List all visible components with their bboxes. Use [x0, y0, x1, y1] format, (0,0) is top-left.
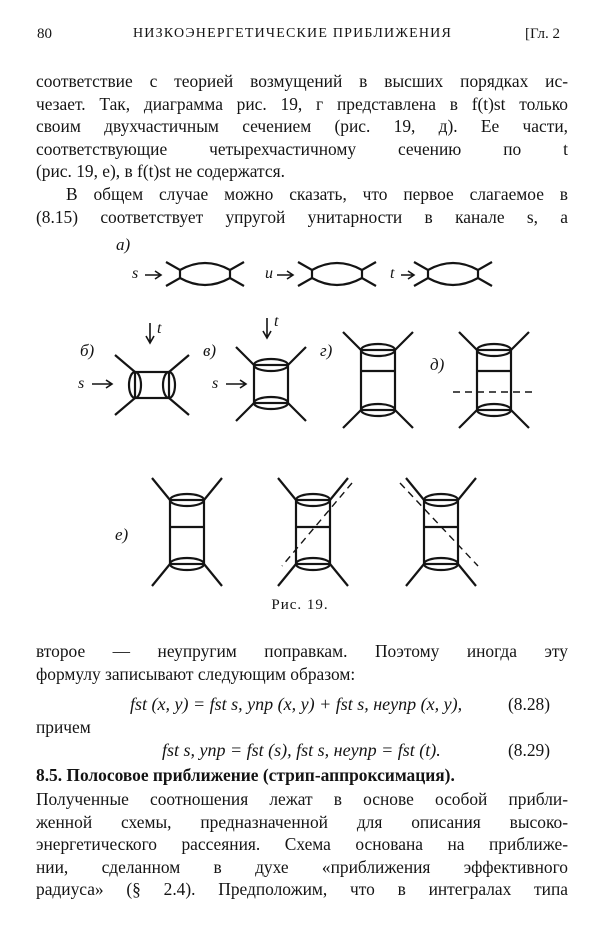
figure-caption: Рис. 19. [271, 597, 329, 613]
text-line: чезает. Так, диаграмма рис. 19, г представлена в f(t)st только [36, 93, 568, 114]
equation-number: (8.29) [508, 740, 551, 760]
label-a: а) [116, 235, 131, 254]
text-line: (рис. 19, е), в f(t)st не содержатся. [36, 161, 285, 181]
label-b: б) [80, 341, 95, 360]
equation-8-29: fst s, упр = fst (s), fst s, неупр = fst (t). [162, 740, 441, 760]
channel-s: s [132, 265, 139, 282]
channel-t: t [274, 313, 279, 330]
channel-t: t [157, 320, 162, 337]
paragraph-4 [36, 788, 568, 901]
chapter-label: [Гл. 2 [525, 26, 561, 42]
section-title: 8.5. Полосовое приближение (стрип-аппроксимация). [36, 765, 455, 785]
channel-u: u [265, 265, 273, 282]
text-line: второе — неупругим поправкам. Поэтому иногда эту [36, 641, 568, 661]
channel-s: s [78, 375, 85, 392]
text-line: своим двухчастичным сечением (рис. 19, д). Ее части, [36, 116, 568, 136]
figure-19 [0, 225, 600, 595]
text-line: Полученные соотношения лежат в основе особой прибли- [36, 789, 568, 809]
channel-s: s [212, 375, 219, 392]
text-line: В общем случае можно сказать, что первое слагаемое в [66, 184, 568, 204]
text-line: формулу записывают следующим образом: [36, 663, 356, 684]
label-e: е) [115, 525, 129, 544]
paragraph-3 [36, 640, 568, 685]
equation-8-28: fst (x, y) = fst s, упр (x, y) + fst s, неупр (x, y), [130, 694, 463, 714]
text-line: радиуса» (§ 2.4). Предположим, что в интегралах типа [36, 879, 568, 899]
text-line: энергетического рассеяния. Схема основана на приближе- [36, 834, 568, 854]
text-line: нии, сделанном в духе «приближения эффективного [36, 856, 568, 877]
label-d: д) [430, 355, 445, 374]
equation-number: (8.28) [508, 694, 551, 714]
paragraph-1 [36, 70, 568, 183]
channel-t: t [390, 265, 395, 282]
text-line: (8.15) соответствует упругой унитарности в канале s, а [36, 206, 568, 227]
text-line: женной схемы, предназначенной для описания высоко- [36, 811, 568, 832]
running-title: НИЗКОЭНЕРГЕТИЧЕСКИЕ ПРИБЛИЖЕНИЯ [133, 26, 452, 41]
text-line: соответствующие четырехчастичному сечению по t [36, 138, 568, 159]
label-v: в) [203, 341, 217, 360]
paragraph-2 [36, 183, 568, 228]
label-g: г) [320, 341, 333, 360]
text-line: соответствие с теорией возмущений в высших порядках ис- [36, 71, 568, 91]
page-number: 80 [37, 26, 52, 42]
word-prichem: причем [36, 717, 91, 737]
